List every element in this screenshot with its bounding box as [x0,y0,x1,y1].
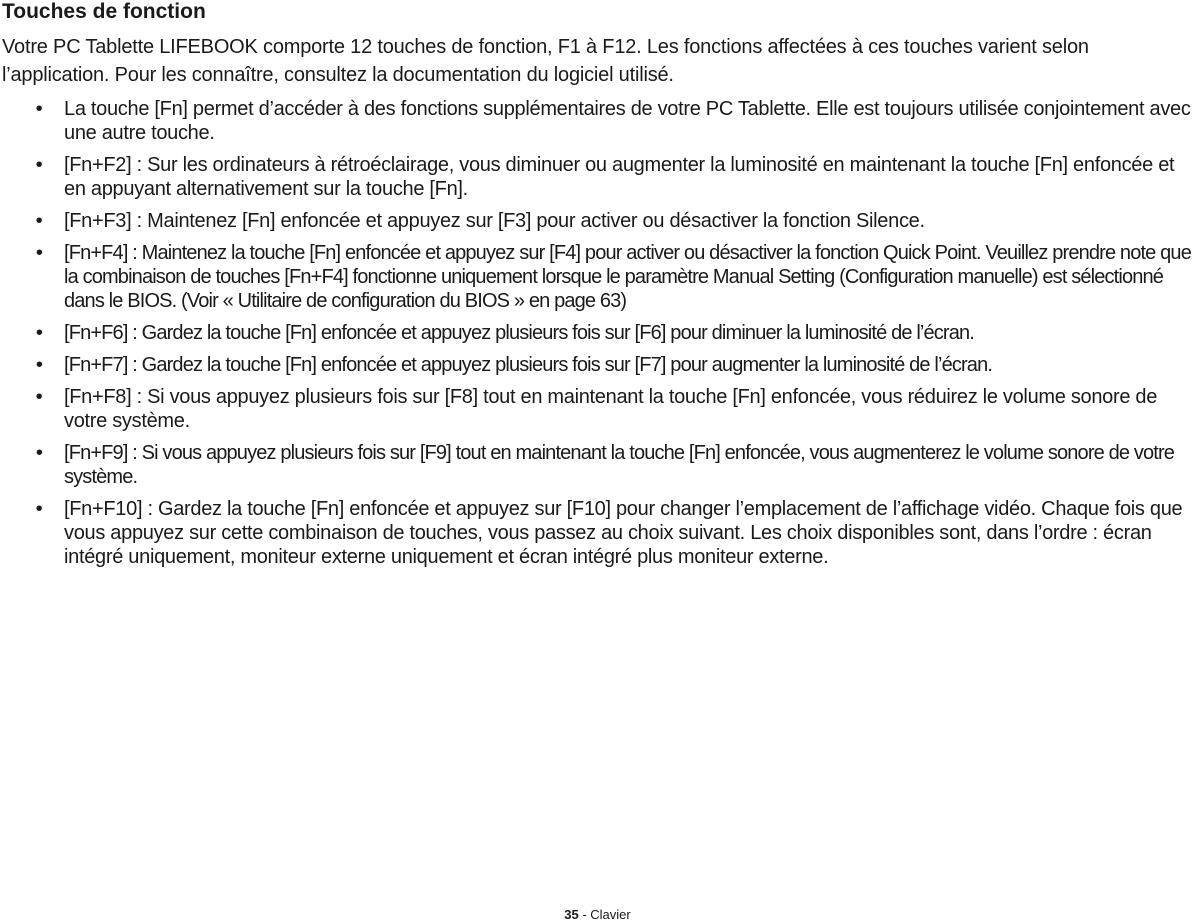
list-item [2,441,1192,489]
list-item [2,241,1192,313]
list-item-text: [Fn+F2] : Sur les ordinateurs à rétroéclairage, vous diminuer ou augmenter la luminosité en maintenant la touche [Fn] enfoncée et en appuyant alternativement sur la touche [Fn]. [64,154,1175,200]
bullet-marker: • [35,98,43,120]
page-content [2,0,1192,577]
bullet-marker: • [35,322,43,344]
list-item [2,97,1192,145]
bullet-marker: • [35,386,43,408]
intro-paragraph: Votre PC Tablette LIFEBOOK comporte 12 touches de fonction, F1 à F12. Les fonctions affectées à ces touches varient selon l’application. Pour les connaître, consultez la documentation du logiciel utilisé. [2,36,1089,86]
list-item-text: [Fn+F6] : Gardez la touche [Fn] enfoncée et appuyez plusieurs fois sur [F6] pour diminuer la luminosité de l’écran. [64,322,974,344]
bullet-marker: • [35,354,43,376]
page-footer [0,906,1195,924]
list-item-text: [Fn+F3] : Maintenez [Fn] enfoncée et appuyez sur [F3] pour activer ou désactiver la fonction Silence. [64,210,925,232]
bullet-marker: • [35,154,43,176]
bullet-marker: • [35,442,43,464]
list-item [2,497,1192,569]
list-item-text: [Fn+F8] : Si vous appuyez plusieurs fois sur [F8] tout en maintenant la touche [Fn] enfoncée, vous réduirez le volume sonore de votre système. [64,386,1158,432]
bullet-marker: • [35,498,43,520]
list-item [2,321,1192,345]
footer-section: Clavier [590,907,631,922]
list-item-text: [Fn+F10] : Gardez la touche [Fn] enfoncée et appuyez sur [F10] pour changer l’emplacement de l’affichage vidéo. Chaque fois que vous appuyez sur cette combinaison de touches, vous passez au choix suivant. Les choix disponibles sont, dans l’ordre : écran intégré uniquement, moniteur externe uniquement et écran intégré plus moniteur externe. [64,498,1183,568]
list-item [2,353,1192,377]
section-heading: Touches de fonction [2,0,206,23]
list-item-text: [Fn+F4] : Maintenez la touche [Fn] enfoncée et appuyez sur [F4] pour activer ou désactiver la fonction Quick Point. Veuillez prendre note que la combinaison de touches [Fn+F4] fonctionne uniquement lorsque le paramètre Manual Setting (Configuration manuelle) est sélectionné dans le BIOS. (Voir « Utilitaire de configuration du BIOS » en page 63) [64,242,1191,312]
list-item-text: [Fn+F9] : Si vous appuyez plusieurs fois sur [F9] tout en maintenant la touche [Fn] enfoncée, vous augmenterez le volume sonore de votre système. [64,442,1175,488]
list-item-text: La touche [Fn] permet d’accéder à des fonctions supplémentaires de votre PC Tablette. Elle est toujours utilisée conjointement avec une autre touche. [64,98,1191,144]
page-number: 35 [564,907,579,922]
bullet-marker: • [35,242,43,264]
bullet-marker: • [35,210,43,232]
function-key-list [2,97,1192,569]
list-item [2,209,1192,233]
list-item-text: [Fn+F7] : Gardez la touche [Fn] enfoncée et appuyez plusieurs fois sur [F7] pour augmenter la luminosité de l’écran. [64,354,993,376]
footer-separator: - [578,907,591,922]
list-item [2,153,1192,201]
list-item [2,385,1192,433]
